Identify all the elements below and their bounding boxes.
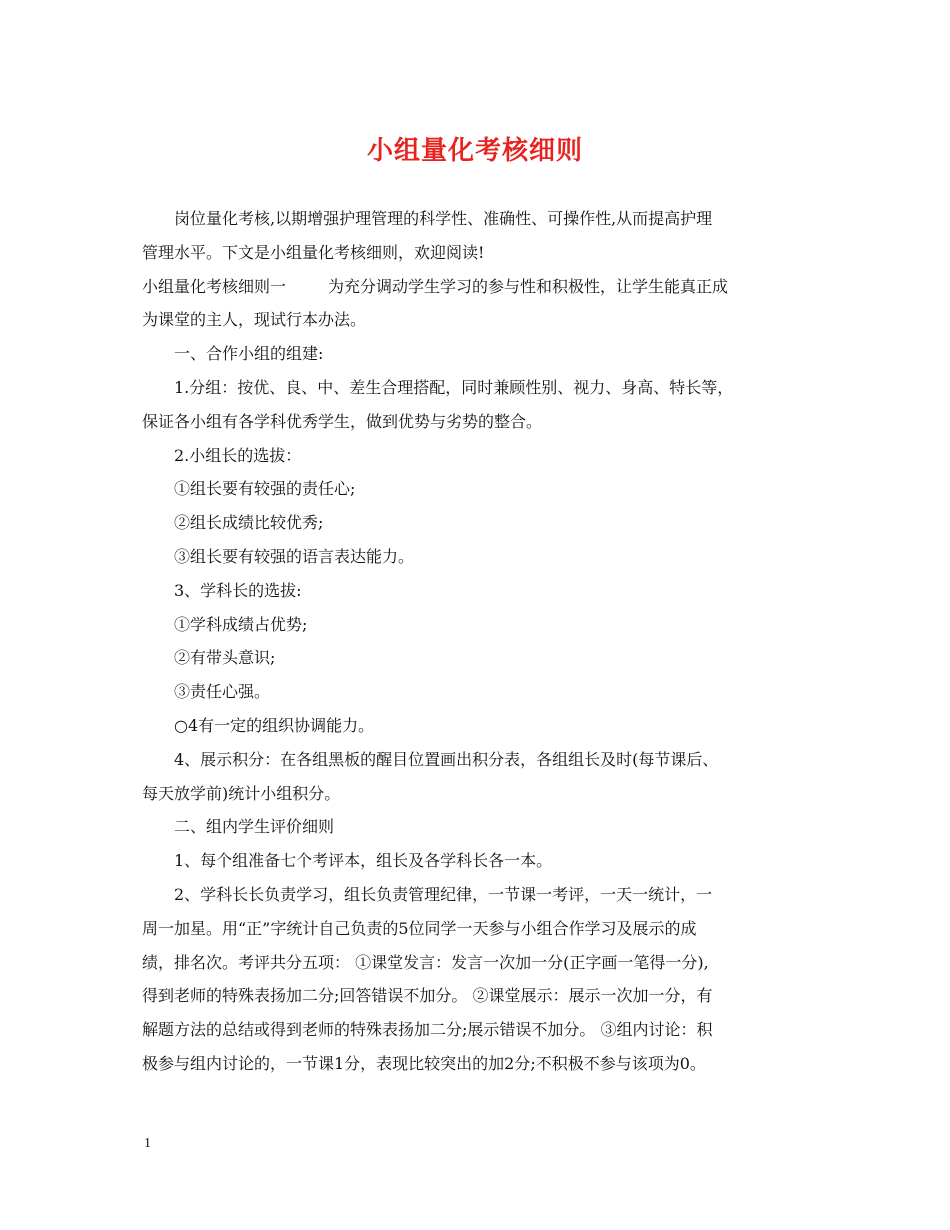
paragraph-line: 管理水平。下文是小组量化考核细则，欢迎阅读! bbox=[142, 242, 485, 262]
paragraph-line: ③责任心强。 bbox=[174, 682, 271, 702]
paragraph-line: 保证各小组有各学科优秀学生，做到优势与劣势的整合。 bbox=[142, 411, 543, 431]
paragraph-line bbox=[142, 270, 822, 304]
paragraph-line: 4、展示积分：在各组黑板的醒目位置画出积分表，各组组长及时(每节课后、 bbox=[174, 749, 719, 769]
paragraph-line: 岗位量化考核,以期增强护理管理的科学性、准确性、可操作性,从而提高护理 bbox=[174, 209, 713, 228]
paragraph-line: 解题方法的总结或得到老师的特殊表扬加二分;展示错误不加分。 ③组内讨论：积 bbox=[142, 1020, 713, 1040]
paragraph-line: 1、每个组准备七个考评本，组长及各学科长各一本。 bbox=[174, 851, 553, 871]
document-body bbox=[142, 202, 822, 1081]
paragraph-line: 一、合作小组的组建: bbox=[174, 344, 324, 364]
paragraph-line: ②组长成绩比较优秀; bbox=[174, 513, 324, 533]
section-heading: 小组量化考核细则一 bbox=[142, 276, 287, 296]
paragraph-line: 得到老师的特殊表扬加二分;回答错误不加分。 ②课堂展示：展示一次加一分，有 bbox=[142, 986, 713, 1006]
paragraph-line: ③组长要有较强的语言表达能力。 bbox=[174, 546, 415, 566]
paragraph-line: 极参与组内讨论的，一节课1分，表现比较突出的加2分;不积极不参与该项为0。 bbox=[142, 1053, 706, 1073]
paragraph-text: 为充分调动学生学习的参与性和积极性，让学生能真正成 bbox=[328, 276, 729, 296]
paragraph-line: ①学科成绩占优势; bbox=[174, 614, 308, 634]
paragraph-line: 每天放学前)统计小组积分。 bbox=[142, 783, 341, 803]
paragraph-line: 周一加星。用“正”字统计自己负责的5位同学一天参与小组合作学习及展示的成 bbox=[142, 918, 697, 938]
paragraph-line: 为课堂的主人，现试行本办法。 bbox=[142, 310, 367, 330]
document-title: 小组量化考核细则 bbox=[366, 136, 583, 166]
paragraph-line: 2.小组长的选拔： bbox=[174, 445, 302, 465]
paragraph-line: 2、学科长长负责学习，组长负责管理纪律，一节课一考评，一天一统计，一 bbox=[174, 884, 713, 904]
paragraph-line: 二、组内学生评价细则 bbox=[174, 817, 335, 837]
paragraph-line: ○4有一定的组织协调能力。 bbox=[174, 715, 375, 735]
paragraph-line: ②有带头意识; bbox=[174, 648, 276, 668]
paragraph-line: 1.分组：按优、良、中、差生合理搭配，同时兼顾性别、视力、身高、特长等， bbox=[174, 377, 734, 397]
page-number: 1 bbox=[144, 1136, 151, 1151]
paragraph-line: 3、学科长的选拔: bbox=[174, 580, 302, 600]
paragraph-line: 绩，排名次。考评共分五项： ①课堂发言：发言一次加一分(正字画一笔得一分), bbox=[142, 952, 709, 972]
paragraph-line: ①组长要有较强的责任心; bbox=[174, 479, 356, 499]
